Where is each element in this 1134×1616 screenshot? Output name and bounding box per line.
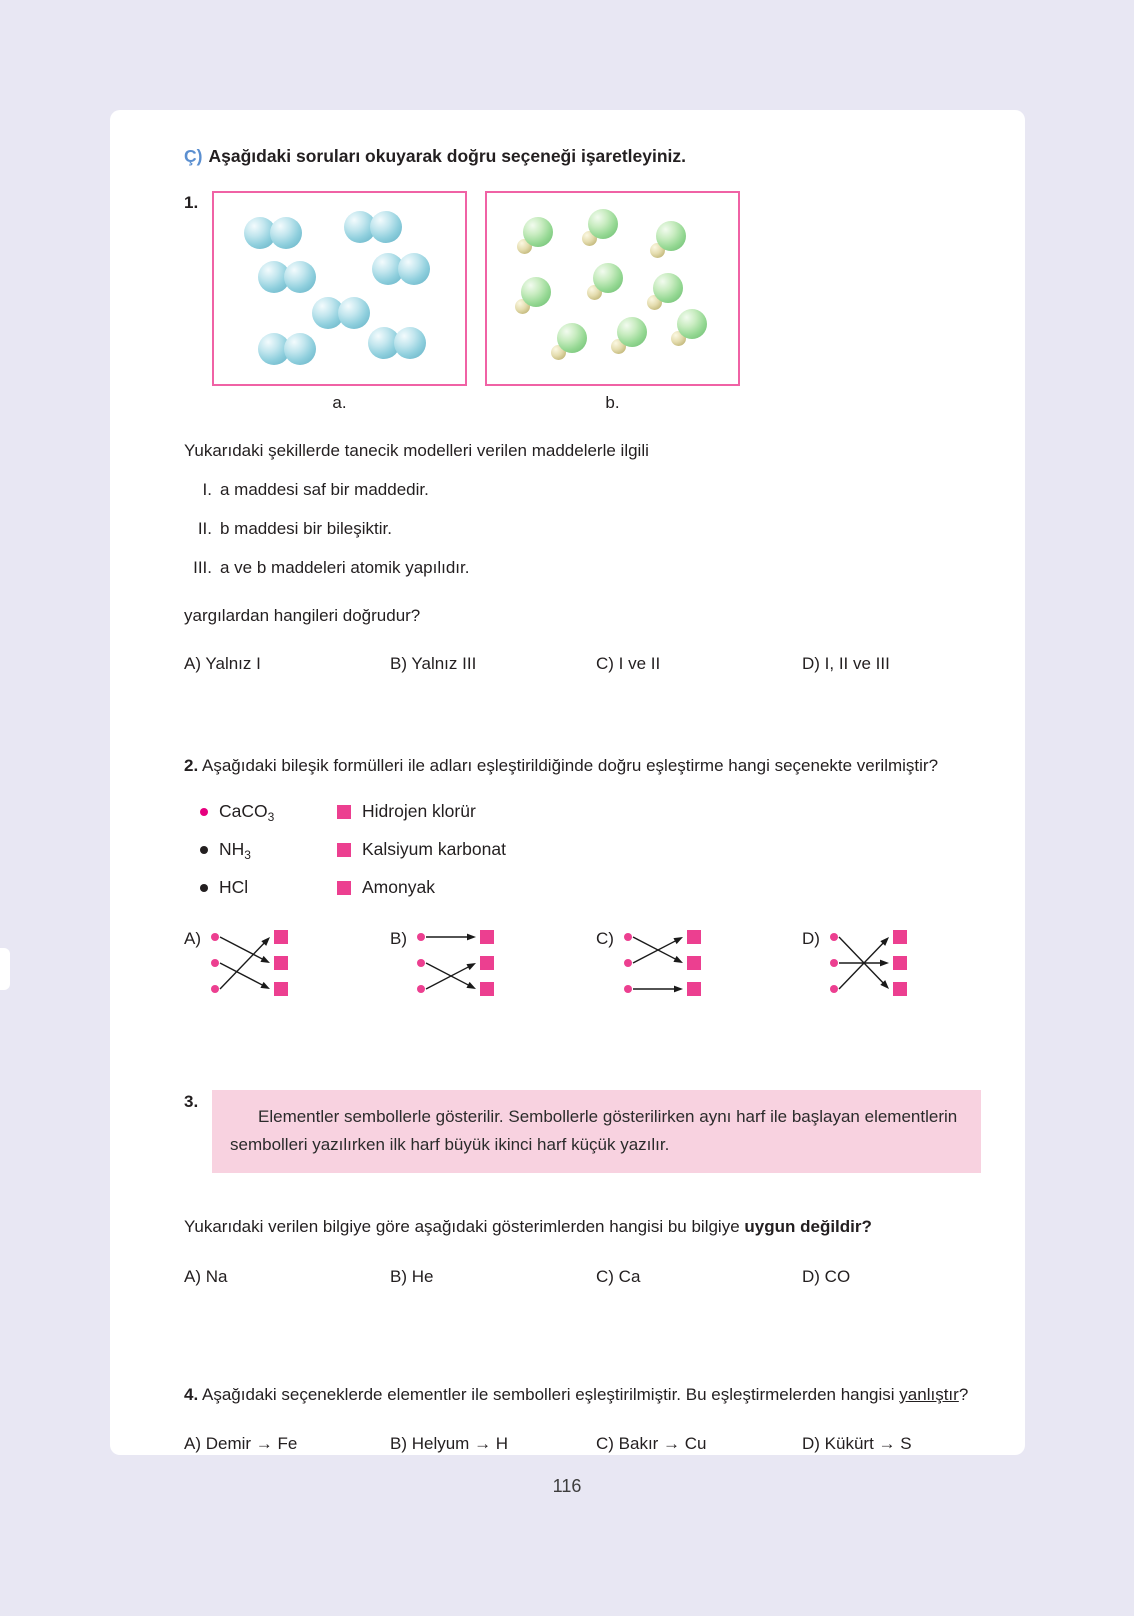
figure-b-label: b. [605, 393, 620, 412]
atom-sphere [338, 297, 370, 329]
answer-option: B) He [390, 1266, 434, 1286]
question-4-options [184, 1434, 981, 1454]
question-2-match-options [184, 924, 981, 1004]
section-letter: Ç) [184, 146, 203, 166]
atom-sphere-big [588, 209, 618, 239]
pink-square [337, 805, 351, 819]
statement [184, 558, 981, 578]
pink-square [337, 843, 351, 857]
answer-option: C) Ca [596, 1266, 641, 1286]
statement [184, 519, 981, 539]
question-4-underlined-word: yanlıştır [899, 1384, 959, 1404]
bullet-dot [200, 808, 208, 816]
statement-numeral: I. [202, 480, 212, 499]
match-option [802, 924, 981, 1004]
compound-molecule-green [582, 209, 622, 253]
question-3-prompt-text: Yukarıdaki verilen bilgiye göre aşağıdaki gösterimlerden hangisi bu bilgiye [184, 1216, 745, 1236]
atom-sphere-big [656, 221, 686, 251]
answer-option: B) Helyum → H [390, 1433, 509, 1453]
atom-sphere-big [593, 263, 623, 293]
match-diagram [206, 924, 296, 1004]
diatomic-molecule-blue [312, 297, 370, 329]
answer-option: B) Yalnız III [390, 654, 477, 673]
match-diagram [825, 924, 915, 1004]
question-3-info-row [184, 1090, 981, 1172]
compound-molecule-green [611, 317, 651, 361]
question-3-prompt [184, 1217, 981, 1237]
statement-text: b maddesi bir bileşiktir. [220, 519, 392, 538]
answer-option: A) Yalnız I [184, 654, 261, 673]
atom-sphere [270, 217, 302, 249]
answer-option: C) Bakır → Cu [596, 1433, 707, 1453]
match-option-label: D) [802, 929, 820, 949]
compound-name: Hidrojen klorür [362, 801, 476, 822]
question-1-intro: Yukarıdaki şekillerde tanecik modelleri verilen maddelerle ilgili [184, 441, 649, 460]
compound-molecule-green [587, 263, 627, 307]
diatomic-molecule-blue [344, 211, 402, 243]
atom-sphere-big [677, 309, 707, 339]
figure-a [212, 191, 467, 413]
atom-sphere [284, 333, 316, 365]
page-number: 116 [552, 1476, 582, 1496]
question-1-prompt: yargılardan hangileri doğrudur? [184, 606, 421, 625]
atom-sphere [284, 261, 316, 293]
match-list-row [200, 877, 981, 898]
match-option [596, 924, 802, 1004]
question-4-text [154, 1379, 981, 1410]
question-3-prompt-bold: uygun değildir? [744, 1216, 872, 1236]
pink-square [337, 881, 351, 895]
question-1-options [184, 654, 981, 674]
question-4-body-end: ? [958, 1384, 969, 1404]
compound-molecule-green [515, 277, 555, 321]
bullet-dot [200, 884, 208, 892]
atom-sphere [398, 253, 430, 285]
match-option [184, 924, 390, 1004]
diatomic-molecule-blue [368, 327, 426, 359]
compound-molecule-green [551, 323, 591, 367]
answer-option: D) I, II ve III [802, 654, 890, 673]
compound-formula: HCl [219, 877, 249, 898]
question-3-number: 3. [184, 1092, 199, 1112]
question-2-match-lists [154, 801, 981, 898]
answer-option: D) CO [802, 1266, 851, 1286]
question-1-number: 1. [184, 193, 199, 212]
worksheet-card [110, 110, 1025, 1455]
atom-sphere-big [653, 273, 683, 303]
statement-text: a maddesi saf bir maddedir. [220, 480, 429, 499]
match-diagram [412, 924, 502, 1004]
compound-molecule-green [517, 217, 557, 261]
info-box: Elementler sembollerle gösterilir. Sembollerle gösterilirken aynı harf ile başlayan elementlerin sembolleri yazılırken ilk harf büyük ikinci harf küçük yazılır. [212, 1090, 981, 1172]
compound-name: Amonyak [362, 877, 435, 898]
match-option-label: C) [596, 929, 614, 949]
section-instruction: Aşağıdaki soruları okuyarak doğru seçeneği işaretleyiniz. [208, 146, 687, 166]
atom-sphere [394, 327, 426, 359]
diatomic-molecule-blue [244, 217, 302, 249]
match-option-label: B) [390, 929, 407, 949]
statement-numeral: III. [193, 558, 212, 577]
answer-option: A) Demir → Fe [184, 1433, 298, 1453]
question-3-options [184, 1267, 981, 1287]
question-2-text [154, 750, 981, 781]
figure-a-label: a. [332, 393, 347, 412]
question-1-figure-row [184, 191, 981, 413]
compound-formula: CaCO$_3$ [219, 801, 275, 825]
question-4-body: Aşağıdaki seçeneklerde elementler ile sembolleri eşleştirilmiştir. Bu eşleştirmelerden hangisi [201, 1384, 900, 1404]
bullet-dot [200, 846, 208, 854]
statement [184, 480, 981, 500]
compound-molecule-green [650, 221, 690, 265]
match-option [390, 924, 596, 1004]
answer-option: D) Kükürt → S [802, 1433, 912, 1453]
statement-text: a ve b maddeleri atomik yapılıdır. [220, 558, 470, 577]
atom-sphere-big [557, 323, 587, 353]
figure-b [485, 191, 740, 413]
match-list-row [200, 839, 981, 863]
compound-molecule-green [671, 309, 711, 353]
diatomic-molecule-blue [258, 333, 316, 365]
diatomic-molecule-blue [258, 261, 316, 293]
match-list-row [200, 801, 981, 825]
atom-sphere-big [521, 277, 551, 307]
answer-option: A) Na [184, 1266, 228, 1286]
atom-sphere-big [523, 217, 553, 247]
diatomic-molecule-blue [372, 253, 430, 285]
compound-name: Kalsiyum karbonat [362, 839, 506, 860]
particle-box-a [212, 191, 467, 386]
particle-box-b [485, 191, 740, 386]
question-2-number: 2. [184, 756, 199, 775]
question-1-statements [154, 480, 981, 578]
match-diagram [619, 924, 709, 1004]
match-option-label: A) [184, 929, 201, 949]
atom-sphere-big [617, 317, 647, 347]
question-4-number: 4. [184, 1384, 199, 1404]
left-edge-tab [0, 948, 10, 990]
statement-numeral: II. [197, 519, 212, 538]
answer-option: C) I ve II [596, 654, 661, 673]
atom-sphere [370, 211, 402, 243]
section-header [184, 146, 981, 167]
question-2-body: Aşağıdaki bileşik formülleri ile adları eşleştirildiğinde doğru eşleştirme hangi seçenekte verilmiştir? [201, 756, 939, 775]
compound-formula: $NH_3$ [219, 839, 251, 863]
